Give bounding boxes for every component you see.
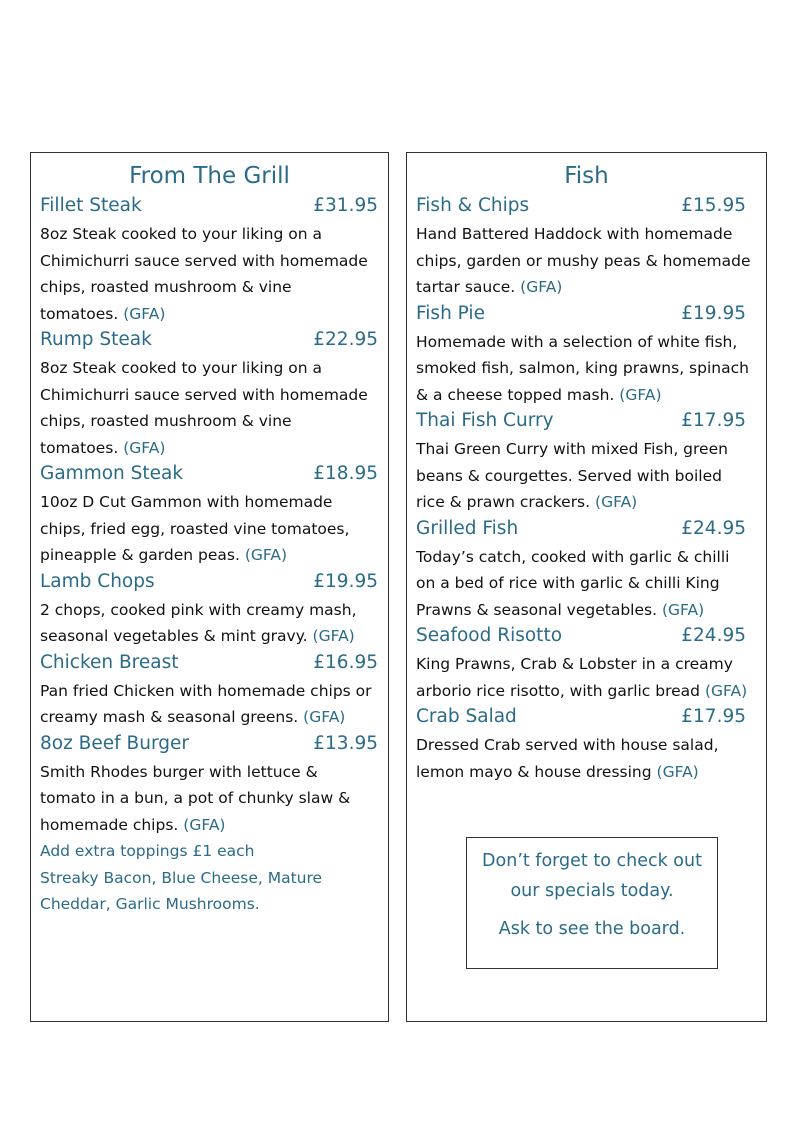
specials-note: [466, 837, 718, 969]
item-name: Seafood Risotto: [416, 625, 563, 646]
gfa-label: (GFA): [661, 600, 705, 619]
gfa-label: (GFA): [520, 278, 563, 296]
item-name: Fish & Chips: [416, 195, 530, 216]
gfa-label: (GFA): [312, 627, 355, 645]
item-description: 8oz Steak cooked to your liking on a Chimichurri sauce served with homemade chips, roasted mushroom & vine tomatoes.: [40, 225, 368, 323]
item-name: Chicken Breast: [40, 651, 179, 673]
item-description: 10oz D Cut Gammon with homemade chips, fried egg, roasted vine tomatoes, pineapple & garden peas.: [40, 493, 350, 564]
gfa-label: (GFA): [183, 815, 226, 834]
item-price: £15.95: [681, 195, 746, 216]
menu-item: [416, 193, 766, 301]
item-price: £22.95: [313, 329, 378, 350]
item-description: Dressed Crab served with house salad, lemon mayo & house dressing: [416, 736, 719, 781]
menu-item: [40, 461, 388, 569]
menu-item: [40, 569, 388, 650]
item-name: Grilled Fish: [416, 517, 519, 539]
specials-note-board: Ask to see the board.: [498, 919, 686, 939]
item-price: £16.95: [313, 651, 378, 673]
menu-item: [416, 301, 766, 409]
item-price: £17.95: [681, 410, 746, 431]
grill-title: From The Grill: [129, 163, 290, 189]
item-description: 2 chops, cooked pink with creamy mash, seasonal vegetables & mint gravy.: [40, 600, 357, 645]
gfa-label: (GFA): [123, 304, 166, 323]
menu-item: [40, 327, 388, 461]
extra-toppings-price: Add extra toppings £1 each: [40, 842, 255, 860]
gfa-label: (GFA): [244, 546, 288, 564]
menu-item: [40, 731, 388, 839]
menu-item: [416, 516, 766, 624]
item-price: £24.95: [681, 625, 746, 646]
item-description: 8oz Steak cooked to your liking on a Chimichurri sauce served with homemade chips, roasted mushroom & vine tomatoes.: [40, 359, 368, 457]
item-name: Gammon Steak: [40, 463, 184, 484]
item-name: 8oz Beef Burger: [40, 732, 189, 754]
gfa-label: (GFA): [619, 385, 662, 404]
item-name: Fillet Steak: [40, 195, 142, 216]
item-name: Lamb Chops: [40, 570, 155, 592]
gfa-label: (GFA): [656, 762, 699, 781]
item-price: £13.95: [313, 732, 378, 754]
item-price: £18.95: [313, 463, 378, 484]
item-description: Smith Rhodes burger with lettuce & tomato in a bun, a pot of chunky slaw & homemade chips.: [40, 762, 351, 834]
menu-item: [416, 408, 766, 516]
item-price: £19.95: [681, 302, 746, 324]
extra-toppings-list: Streaky Bacon, Blue Cheese, Mature Cheddar, Garlic Mushrooms.: [40, 868, 323, 913]
item-description: King Prawns, Crab & Lobster in a creamy arborio rice risotto, with garlic bread: [416, 655, 733, 700]
item-name: Thai Fish Curry: [416, 410, 554, 431]
item-description: Today’s catch, cooked with garlic & chilli on a bed of rice with garlic & chilli King Prawns & seasonal vegetables.: [416, 547, 730, 619]
menu-item: [416, 623, 766, 704]
item-name: Rump Steak: [40, 329, 152, 350]
fish-menu-panel: [406, 152, 767, 1022]
extra-toppings: [40, 838, 350, 918]
gfa-label: (GFA): [303, 708, 346, 726]
item-name: Fish Pie: [416, 302, 485, 324]
gfa-label: (GFA): [704, 681, 748, 700]
gfa-label: (GFA): [595, 493, 638, 511]
item-price: £31.95: [313, 195, 378, 216]
specials-note-text: Don’t forget to check out our specials today.: [482, 851, 702, 901]
item-price: £17.95: [681, 706, 746, 727]
menu-item: [416, 704, 766, 785]
menu-item: [40, 650, 388, 731]
item-description: Homemade with a selection of white fish, smoked fish, salmon, king prawns, spinach & a cheese topped mash.: [416, 332, 749, 404]
grill-menu-panel: [30, 152, 389, 1022]
gfa-label: (GFA): [123, 438, 166, 457]
item-description: Hand Battered Haddock with homemade chips, garden or mushy peas & homemade tartar sauce.: [416, 225, 751, 296]
item-description: Pan fried Chicken with homemade chips or creamy mash & seasonal greens.: [40, 681, 372, 726]
item-description: Thai Green Curry with mixed Fish, green beans & courgettes. Served with boiled rice & prawn crackers.: [416, 440, 728, 511]
fish-title: Fish: [564, 163, 609, 189]
item-name: Crab Salad: [416, 706, 517, 727]
item-price: £24.95: [681, 517, 746, 539]
menu-item: [40, 193, 388, 327]
item-price: £19.95: [313, 570, 378, 592]
